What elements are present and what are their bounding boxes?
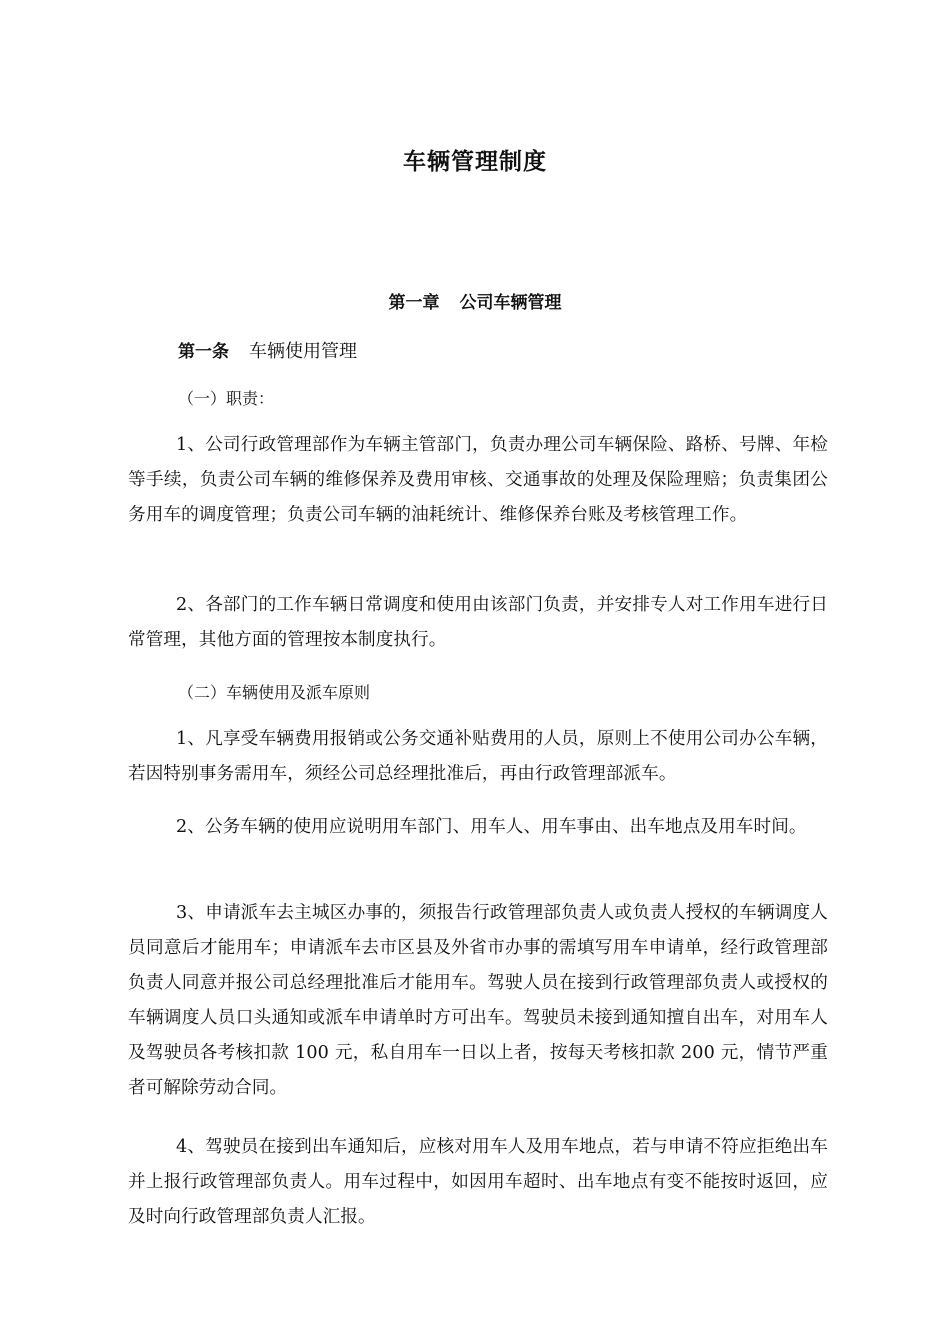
article-heading [178,337,357,363]
document-title: 车辆管理制度 [403,149,547,175]
article-number: 第一条 [178,342,229,362]
chapter-number: 第一章 [388,293,440,313]
chapter-heading [0,288,950,313]
paragraph: 3、申请派车去主城区办事的，须报告行政管理部负责人或负责人授权的车辆调度人员同意后才能用车；申请派车去市区县及外省市办事的需填写用车申请单，经行政管理部负责人同意并报公司总经理批准后才能用车。驾驶人员在接到行政管理部负责人或授权的车辆调度人员口头通知或派车申请单时方可出车。驾驶员未接到通知擅自出车，对用车人及驾驶员各考核扣款 100 元，私自用车一日以上者，按每天考核扣款 200 元，情节严重者可解除劳动合同。 [128,903,828,1098]
chapter-name: 公司车辆管理 [459,293,562,313]
paragraph: 1、公司行政管理部作为车辆主管部门，负责办理公司车辆保险、路桥、号牌、年检等手续，负责公司车辆的维修保养及费用审核、交通事故的处理及保险理赔；负责集团公务用车的调度管理；负责公司车辆的油耗统计、维修保养台账及考核管理工作。 [128,435,828,525]
paragraph: 1、凡享受车辆费用报销或公务交通补贴费用的人员，原则上不使用公司办公车辆，若因特别事务需用车，须经公司总经理批准后，再由行政管理部派车。 [128,729,828,784]
article-name: 车辆使用管理 [249,341,357,362]
section-heading-dispatch-principles: （二）车辆使用及派车原则 [178,683,371,702]
paragraph: 2、各部门的工作车辆日常调度和使用由该部门负责，并安排专人对工作用车进行日常管理，其他方面的管理按本制度执行。 [128,595,828,650]
paragraph: 2、公务车辆的使用应说明用车部门、用车人、用车事由、出车地点及用车时间。 [176,817,807,837]
section-heading-duties: （一）职责： [178,389,275,408]
paragraph: 4、驾驶员在接到出车通知后，应核对用车人及用车地点，若与申请不符应拒绝出车并上报行政管理部负责人。用车过程中，如因用车超时、出车地点有变不能按时返回，应及时向行政管理部负责人汇报。 [128,1137,828,1227]
